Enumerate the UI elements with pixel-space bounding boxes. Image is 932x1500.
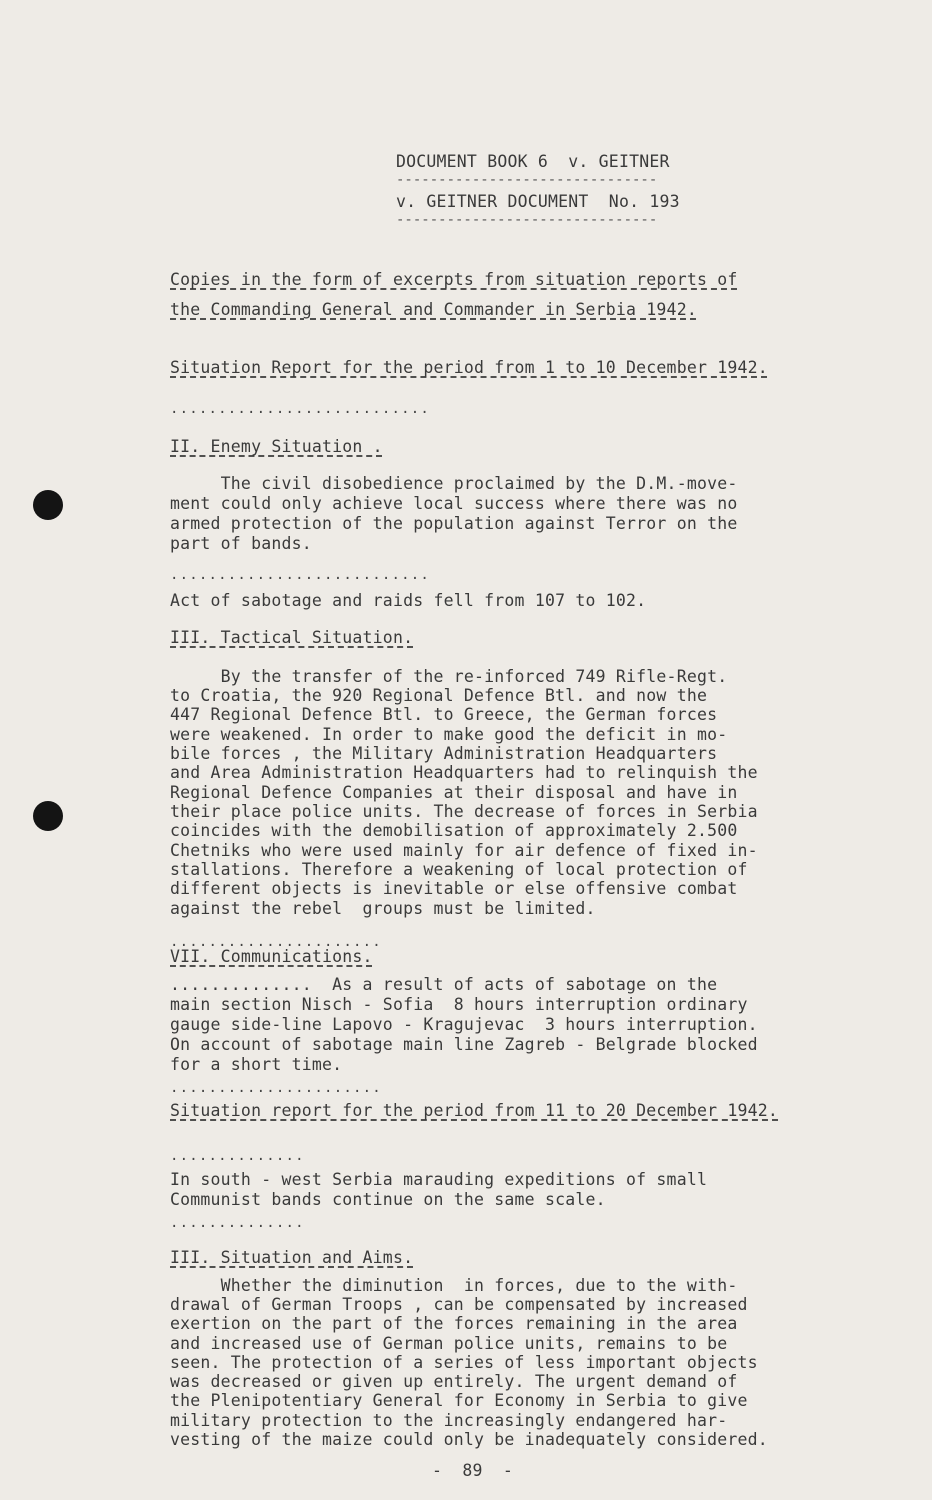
section-iii-b-line-1: Whether the diminution in forces, due to the with- <box>170 1276 738 1295</box>
ellipsis-row-3: ...................... <box>170 934 382 950</box>
section-iii-b-line-5: seen. The protection of a series of less important objects <box>170 1353 758 1372</box>
section-vii-line-2: main section Nisch - Sofia 8 hours interruption ordinary <box>170 995 748 1014</box>
section-ii-line-3: armed protection of the population against Terror on the <box>170 514 738 533</box>
report-2-line-2: Communist bands continue on the same scale. <box>170 1190 606 1209</box>
section-iii-line-10: Chetniks who were used mainly for air defence of fixed in- <box>170 841 758 860</box>
section-ii-heading-text: II. Enemy Situation . <box>170 437 383 456</box>
section-iii-b-line-8: military protection to the increasingly endangered har- <box>170 1411 728 1430</box>
section-vii-line-3: gauge side-line Lapovo - Kragujevac 3 hours interruption. <box>170 1015 758 1034</box>
report-1-title: Situation Report for the period from 1 to 10 December 1942. <box>170 358 768 377</box>
punch-hole-top <box>33 490 63 520</box>
document-number-line: v. GEITNER DOCUMENT No. 193 <box>396 192 680 211</box>
section-iii-line-7: Regional Defence Companies at their disposal and have in <box>170 783 738 802</box>
document-book-line: DOCUMENT BOOK 6 v. GEITNER <box>396 152 670 171</box>
ellipsis-row-5: .............. <box>170 1148 305 1164</box>
ellipsis-row-4: ...................... <box>170 1080 382 1096</box>
section-iii-b-line-9: vesting of the maize could only be inadequately considered. <box>170 1430 768 1449</box>
section-ii-line-4: part of bands. <box>170 534 312 553</box>
report-2-line-1: In south - west Serbia marauding expeditions of small <box>170 1170 708 1189</box>
section-iii-line-9: coincides with the demobilisation of approximately 2.500 <box>170 821 738 840</box>
punch-hole-bottom <box>33 801 63 831</box>
section-iii-line-4: were weakened. In order to make good the deficit in mo- <box>170 725 728 744</box>
intro-title-line-2: the Commanding General and Commander in Serbia 1942. <box>170 300 697 319</box>
header-rule-2: ------------------------------- <box>396 212 658 228</box>
section-vii-line-4: On account of sabotage main line Zagreb - Belgrade blocked <box>170 1035 758 1054</box>
ellipsis-row-6: .............. <box>170 1215 305 1231</box>
section-iii-b-line-4: and increased use of German police units, remains to be <box>170 1334 728 1353</box>
section-vii-heading: VII. Communications. <box>170 947 373 966</box>
section-iii-line-5: bile forces , the Military Administration Headquarters <box>170 744 718 763</box>
section-iii-line-3: 447 Regional Defence Btl. to Greece, the German forces <box>170 705 718 724</box>
section-vii-line-1: .............. As a result of acts of sabotage on the <box>170 975 718 994</box>
page-number: - 89 - <box>432 1461 514 1480</box>
section-iii-b-line-7: the Plenipotentiary General for Economy in Serbia to give <box>170 1391 748 1410</box>
section-iii-line-2: to Croatia, the 920 Regional Defence Btl. and now the <box>170 686 708 705</box>
section-iii-b-line-2: drawal of German Troops , can be compensated by increased <box>170 1295 748 1314</box>
section-iii-line-13: against the rebel groups must be limited. <box>170 899 596 918</box>
ellipsis-row-1: ........................... <box>170 401 430 417</box>
section-iii-line-11: stallations. Therefore a weakening of local protection of <box>170 860 748 879</box>
ellipsis-row-2: ........................... <box>170 567 430 583</box>
section-iii-line-8: their place police units. The decrease of forces in Serbia <box>170 802 758 821</box>
section-ii-line-1: The civil disobedience proclaimed by the D.M.-move- <box>170 474 738 493</box>
header-rule-1: ------------------------------- <box>396 172 658 188</box>
section-iii-line-12: different objects is inevitable or else offensive combat <box>170 879 738 898</box>
intro-title-line-1: Copies in the form of excerpts from situation reports of <box>170 270 738 289</box>
section-iii-b-heading: III. Situation and Aims. <box>170 1248 414 1267</box>
section-ii-heading <box>170 437 383 456</box>
sabotage-line: Act of sabotage and raids fell from 107 to 102. <box>170 591 647 610</box>
report-2-title: Situation report for the period from 11 to 20 December 1942. <box>170 1101 779 1120</box>
section-iii-b-line-6: was decreased or given up entirely. The urgent demand of <box>170 1372 738 1391</box>
section-vii-line-5: for a short time. <box>170 1055 343 1074</box>
section-iii-line-6: and Area Administration Headquarters had to relinquish the <box>170 763 758 782</box>
section-iii-heading: III. Tactical Situation. <box>170 628 414 647</box>
section-iii-b-line-3: exertion on the part of the forces remaining in the area <box>170 1314 738 1333</box>
section-ii-line-2: ment could only achieve local success where there was no <box>170 494 738 513</box>
section-iii-line-1: By the transfer of the re-inforced 749 Rifle-Regt. <box>170 667 728 686</box>
